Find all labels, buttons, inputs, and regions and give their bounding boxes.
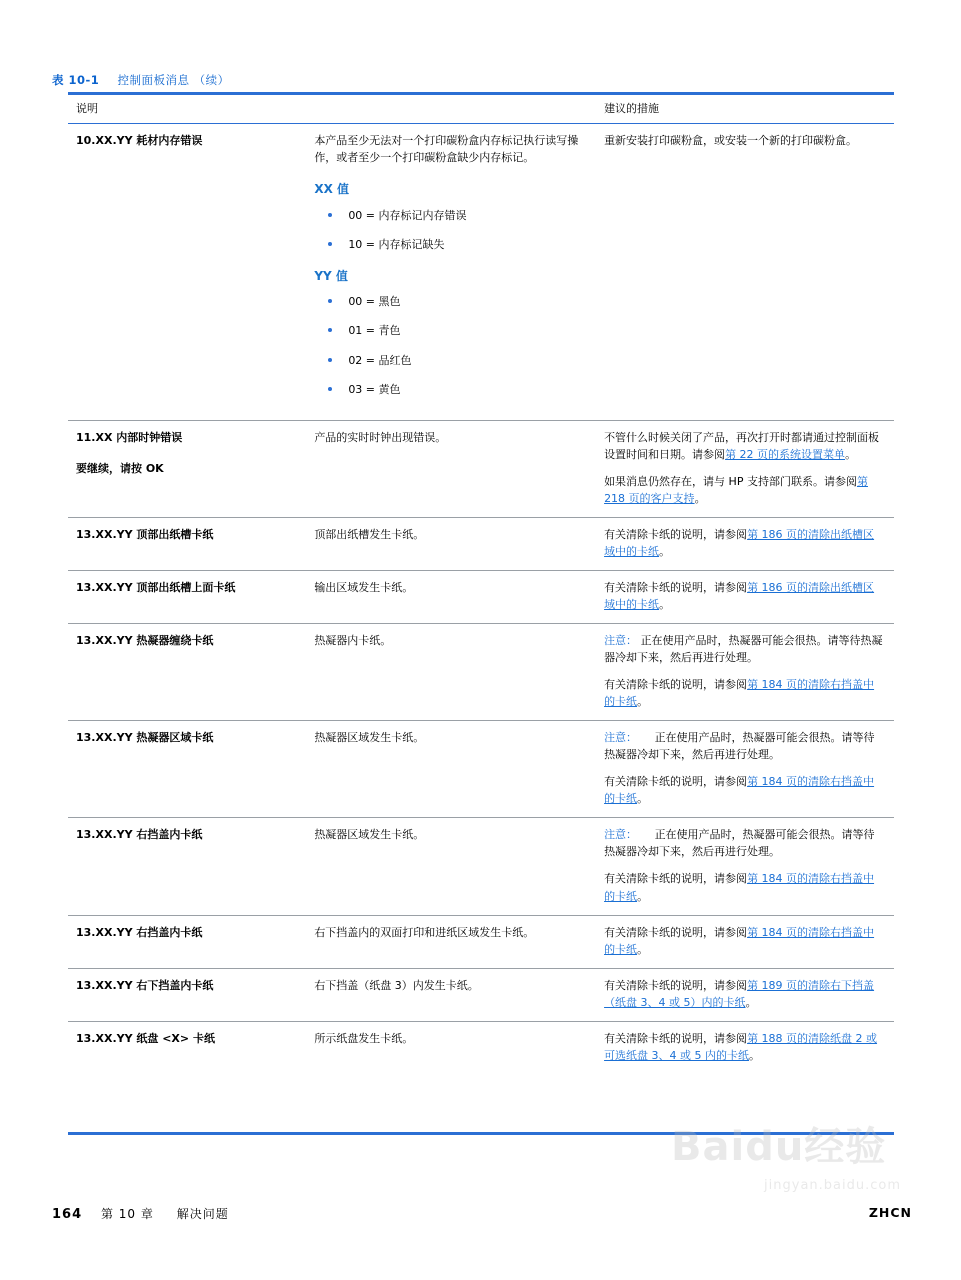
action-text-post: 。 [637,695,649,709]
note-text: 正在使用产品时，热凝器可能会很热。请等待热凝器冷却下来，然后再进行处理。 [604,633,883,665]
cross-reference-link[interactable]: 第 186 页的清除出纸槽区域中的卡纸 [604,580,875,611]
row-description-cell [306,915,596,968]
cross-reference-link[interactable]: 第 186 页的清除出纸槽区域中的卡纸 [604,527,875,558]
action-text: 重新安装打印碳粉盒，或安装一个新的打印碳粉盒。 [604,134,858,148]
row-action-cell [596,721,894,818]
cross-reference-link[interactable]: 第 184 页的清除右挡盖中的卡纸 [604,678,875,709]
footer-chapter: 第 10 章 [100,1207,154,1221]
table-row [68,623,894,720]
table-row [68,915,894,968]
table-caption [52,72,230,88]
page-footer [52,1205,912,1222]
row-action-cell [596,915,894,968]
table-caption-title: 控制面板消息 （续） [117,73,230,87]
row-description-cell [306,818,596,915]
action-text-pre: 有关清除卡纸的说明，请参阅 [604,678,748,692]
row-action-cell [596,818,894,915]
action-text-secondary [604,473,884,507]
table-row [68,570,894,623]
footer-chapter-title: 解决问题 [176,1207,229,1221]
row-code-cell [68,420,306,517]
row-description-cell [306,570,596,623]
row-action-cell [596,420,894,517]
row-description-cell [306,124,596,421]
message-code: 13.XX.YY 顶部出纸槽上面卡纸 [76,580,236,594]
table-header-row [68,94,894,124]
note-label: 注意： [604,828,638,842]
action-text [604,526,884,560]
cross-reference-link[interactable]: 第 188 页的清除纸盘 2 或可选纸盘 3、4 或 5 内的卡纸 [604,1031,878,1062]
list-item: 00 = 黑色 [314,293,586,310]
action-text [604,870,884,904]
xx-values-list [314,207,586,253]
table-row [68,968,894,1021]
message-code: 13.XX.YY 顶部出纸槽卡纸 [76,527,214,541]
message-code: 13.XX.YY 右挡盖内卡纸 [76,828,203,842]
action-text-pre: 不管什么时候关闭了产品，再次打开时都请通过控制面板设置时间和日期。请参阅 [604,430,880,461]
message-code: 10.XX.YY 耗材内存错误 [76,134,203,148]
row-description-cell [306,721,596,818]
table-head [68,94,894,124]
message-code: 13.XX.YY 热凝器缠绕卡纸 [76,633,214,647]
row-code-cell [68,570,306,623]
table-row [68,818,894,915]
row-code-cell [68,915,306,968]
caution-note [604,632,884,666]
action-text [604,924,884,958]
cross-reference-link[interactable]: 第 184 页的清除右挡盖中的卡纸 [604,872,875,903]
note-label: 注意： [604,633,638,647]
description-text: 产品的实时时钟出现错误。 [314,430,447,444]
row-code-cell [68,517,306,570]
control-panel-messages-table [68,92,894,1074]
action-text [604,429,884,463]
action-text [604,773,884,807]
action-text-post: 。 [845,447,857,461]
description-text: 热凝器区域发生卡纸。 [314,731,425,745]
table-row [68,517,894,570]
description-text: 热凝器内卡纸。 [314,633,392,647]
table-row [68,420,894,517]
cross-reference-link[interactable]: 第 189 页的清除右下挡盖（纸盘 3、4 或 5）内的卡纸 [604,978,875,1009]
row-code-cell [68,721,306,818]
action-text-pre: 有关清除卡纸的说明，请参阅 [604,775,748,789]
row-code-cell [68,623,306,720]
description-text: 本产品至少无法对一个打印碳粉盒内存标记执行读写操作，或者至少一个打印碳粉盒缺少内存标记。 [314,134,579,165]
action-text-pre: 有关清除卡纸的说明，请参阅 [604,925,748,939]
cross-reference-link[interactable]: 第 22 页的系统设置菜单 [725,447,846,461]
table-bottom-rule [68,1132,894,1135]
table-body [68,124,894,1074]
action-text-post: 。 [659,597,671,611]
watermark-main: Baidu经验 [671,1124,887,1170]
watermark [671,1115,901,1210]
footer-locale: ZHCN [868,1205,912,1220]
action-text-pre: 有关清除卡纸的说明，请参阅 [604,872,748,886]
action-text-post: 。 [637,889,649,903]
list-item: 10 = 内存标记缺失 [314,236,586,253]
caution-note [604,729,884,763]
action-text-pre: 如果消息仍然存在，请与 HP 支持部门联系。请参阅 [604,474,857,488]
message-code: 11.XX 内部时钟错误 [76,430,183,444]
note-label: 注意： [604,731,638,745]
action-text-pre: 有关清除卡纸的说明，请参阅 [604,1031,748,1045]
yy-values-heading: YY 值 [314,268,348,283]
row-description-cell [306,968,596,1021]
description-text: 输出区域发生卡纸。 [314,580,414,594]
action-text-pre: 有关清除卡纸的说明，请参阅 [604,527,748,541]
note-text: 正在使用产品时，热凝器可能会很热。请等待热凝器冷却下来，然后再进行处理。 [604,828,875,859]
cross-reference-link[interactable]: 第 184 页的清除右挡盖中的卡纸 [604,775,875,806]
action-text [604,579,884,613]
action-text-post: 。 [637,942,649,956]
description-text: 所示纸盘发生卡纸。 [314,1031,414,1045]
message-code: 13.XX.YY 纸盘 <X> 卡纸 [76,1031,215,1045]
column-header-description: 说明 [76,102,98,115]
message-code: 13.XX.YY 热凝器区域卡纸 [76,731,214,745]
row-code-cell [68,124,306,421]
action-text-post: 。 [745,995,757,1009]
message-code-secondary: 要继续，请按 OK [76,461,164,475]
action-text [604,977,884,1011]
description-text: 热凝器区域发生卡纸。 [314,828,425,842]
footer-left [52,1205,229,1222]
table-caption-label: 表 10-1 [52,73,100,87]
message-code: 13.XX.YY 右挡盖内卡纸 [76,925,203,939]
row-action-cell [596,623,894,720]
action-text [604,676,884,710]
watermark-sub: jingyan.baidu.com [764,1178,901,1193]
table-row [68,1021,894,1074]
cross-reference-link[interactable]: 第 218 页的客户支持 [604,474,868,505]
caution-note [604,826,884,860]
description-text: 顶部出纸槽发生卡纸。 [314,527,425,541]
action-text-post: 。 [694,491,706,505]
row-description-cell [306,517,596,570]
row-action-cell [596,570,894,623]
action-text-pre: 有关清除卡纸的说明，请参阅 [604,978,748,992]
yy-values-list [314,293,586,397]
xx-values-heading: XX 值 [314,182,349,197]
column-header-action: 建议的措施 [604,102,660,115]
note-text: 正在使用产品时，热凝器可能会很热。请等待热凝器冷却下来，然后再进行处理。 [604,731,875,762]
message-code: 13.XX.YY 右下挡盖内卡纸 [76,978,214,992]
row-action-cell [596,968,894,1021]
row-code-cell [68,968,306,1021]
row-action-cell [596,124,894,421]
description-text: 右下挡盖（纸盘 3）内发生卡纸。 [314,978,479,992]
list-item: 00 = 内存标记内存错误 [314,207,586,224]
column-header-blank [306,94,596,124]
table-row [68,721,894,818]
action-text-post: 。 [659,544,671,558]
action-text-post: 。 [637,792,649,806]
row-code-cell [68,818,306,915]
row-code-cell [68,1021,306,1074]
row-description-cell [306,623,596,720]
table-row [68,124,894,421]
description-text: 右下挡盖内的双面打印和进纸区域发生卡纸。 [314,925,535,939]
row-action-cell [596,517,894,570]
action-text-pre: 有关清除卡纸的说明，请参阅 [604,580,748,594]
page-number: 164 [52,1207,83,1222]
action-text-post: 。 [749,1048,761,1062]
row-description-cell [306,420,596,517]
row-action-cell [596,1021,894,1074]
action-text [604,1030,884,1064]
list-item: 01 = 青色 [314,322,586,339]
row-description-cell [306,1021,596,1074]
list-item: 02 = 品红色 [314,352,586,369]
list-item: 03 = 黄色 [314,381,586,398]
cross-reference-link[interactable]: 第 184 页的清除右挡盖中的卡纸 [604,925,875,956]
